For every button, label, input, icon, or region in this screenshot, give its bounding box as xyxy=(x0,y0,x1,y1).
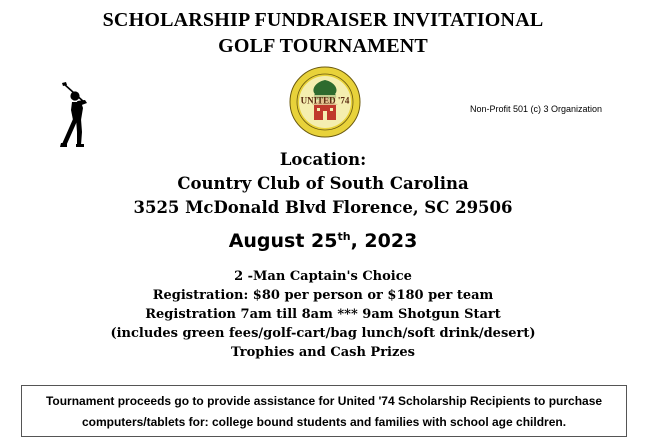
location-label: Location: xyxy=(279,150,367,169)
golfer-silhouette-icon xyxy=(60,82,102,148)
nonprofit-status: Non-Profit 501 (c) 3 Organization xyxy=(470,104,603,114)
event-date-year: , 2023 xyxy=(350,230,418,252)
notice-line-1: Tournament proceeds go to provide assistance for United '74 Scholarship Recipients to purchase xyxy=(45,394,603,408)
page-title-line-1: SCHOLARSHIP FUNDRAISER INVITATIONAL xyxy=(102,9,544,31)
event-date xyxy=(0,229,646,253)
united-74-logo xyxy=(287,64,363,140)
page-title-line-2: GOLF TOURNAMENT xyxy=(218,35,428,57)
location-address: 3525 McDonald Blvd Florence, SC 29506 xyxy=(133,198,513,217)
notice-line-2: computers/tablets for: college bound students and families with school age children. xyxy=(81,415,567,429)
location-venue: Country Club of South Carolina xyxy=(177,174,469,193)
logo-text: UNITED '74 xyxy=(300,95,350,106)
event-date-ordinal: th xyxy=(337,230,351,243)
detail-format: 2 -Man Captain's Choice xyxy=(234,269,412,284)
detail-registration-time: Registration 7am till 8am *** 9am Shotgun Start xyxy=(145,307,501,322)
detail-registration-fee: Registration: $80 per person or $180 per team xyxy=(152,288,494,303)
event-date-month-day: August 25 xyxy=(228,230,338,252)
detail-includes: (includes green fees/golf-cart/bag lunch/soft drink/desert) xyxy=(110,326,536,341)
detail-prizes: Trophies and Cash Prizes xyxy=(231,345,415,360)
